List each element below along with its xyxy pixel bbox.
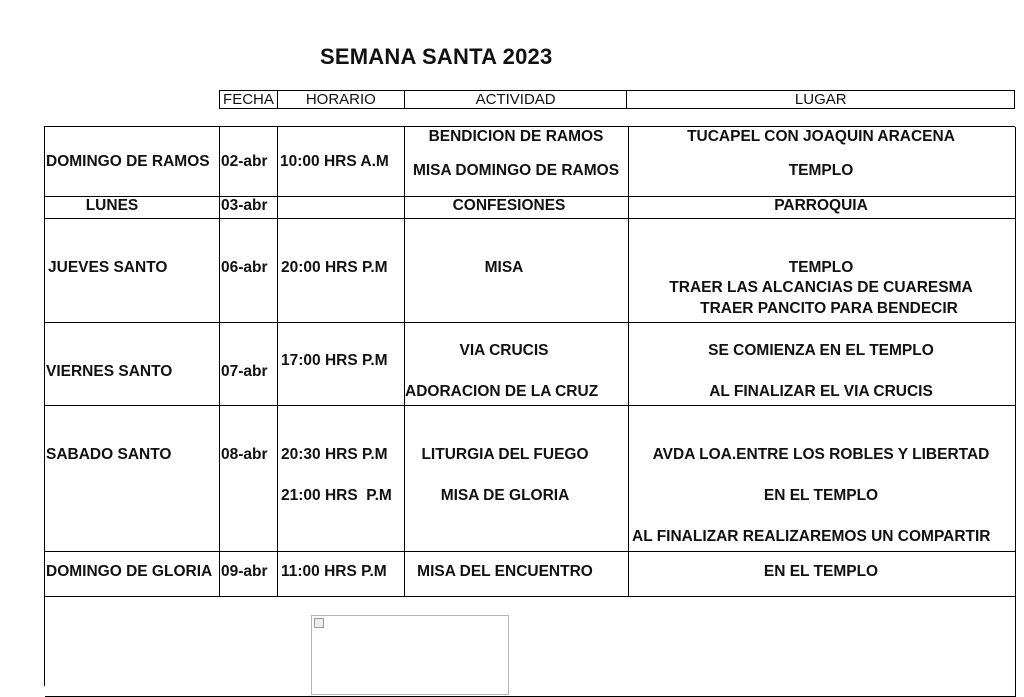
place-label: SE COMIENZA EN EL TEMPLO [708, 342, 934, 359]
page-title: SEMANA SANTA 2023 [320, 44, 553, 69]
place-label: PARROQUIA [774, 197, 868, 214]
place-label: EN EL TEMPLO [763, 563, 879, 580]
place-label: TEMPLO [788, 162, 854, 179]
day-label: SABADO SANTO [46, 446, 172, 463]
place-label: TRAER PANCITO PARA BENDECIR [700, 300, 958, 317]
date-label: 07-abr [221, 363, 268, 380]
broken-image-icon [314, 618, 324, 628]
time-label: 11:00 HRS P.M [281, 563, 387, 580]
activity-label: MISA DOMINGO DE RAMOS [412, 162, 620, 179]
header-fecha: FECHA [220, 91, 278, 108]
place-label: EN EL TEMPLO [763, 487, 879, 504]
activity-label: CONFESIONES [452, 197, 566, 214]
time-label: 10:00 HRS A.M [280, 153, 389, 170]
time-label: 21:00 HRS P.M [281, 487, 392, 504]
time-label: 20:00 HRS P.M [281, 259, 388, 276]
day-label: JUEVES SANTO [48, 259, 168, 276]
place-label: AL FINALIZAR REALIZAREMOS UN COMPARTIR [632, 528, 991, 545]
date-label: 02-abr [221, 153, 268, 170]
activity-label: MISA DE GLORIA [440, 487, 570, 504]
date-label: 03-abr [221, 197, 268, 214]
day-label: VIERNES SANTO [46, 363, 173, 380]
date-label: 06-abr [221, 259, 268, 276]
day-label: DOMINGO DE GLORIA [46, 563, 213, 580]
image-placeholder [311, 615, 509, 695]
place-label: AL FINALIZAR EL VIA CRUCIS [709, 383, 933, 400]
header-lugar: LUGAR [627, 91, 1015, 108]
header-horario: HORARIO [278, 91, 405, 108]
time-label: 17:00 HRS P.M [281, 352, 388, 369]
activity-label: LITURGIA DEL FUEGO [421, 446, 589, 463]
table-cell [220, 406, 278, 552]
place-label: TEMPLO [788, 259, 854, 276]
table-cell [278, 197, 405, 219]
activity-label: BENDICION DE RAMOS [428, 128, 604, 145]
date-label: 09-abr [221, 563, 268, 580]
activity-label: ADORACION DE LA CRUZ [405, 383, 599, 400]
date-label: 08-abr [221, 446, 268, 463]
table-cell [278, 406, 405, 552]
day-label: DOMINGO DE RAMOS [46, 153, 210, 170]
table-cell [45, 406, 220, 552]
activity-label: MISA [484, 259, 524, 276]
header-actividad: ACTIVIDAD [405, 91, 628, 108]
time-label: 20:30 HRS P.M [281, 446, 388, 463]
activity-label: VIA CRUCIS [459, 342, 549, 359]
table-cell [405, 406, 629, 552]
place-label: TRAER LAS ALCANCIAS DE CUARESMA [669, 279, 973, 296]
day-label: LUNES [85, 197, 139, 214]
activity-label: MISA DEL ENCUENTRO [417, 563, 593, 580]
place-label: TUCAPEL CON JOAQUIN ARACENA [687, 128, 955, 145]
table-cell-bottom [45, 597, 1016, 697]
header-row [219, 90, 1015, 109]
place-label: AVDA LOA.ENTRE LOS ROBLES Y LIBERTAD [652, 446, 990, 463]
